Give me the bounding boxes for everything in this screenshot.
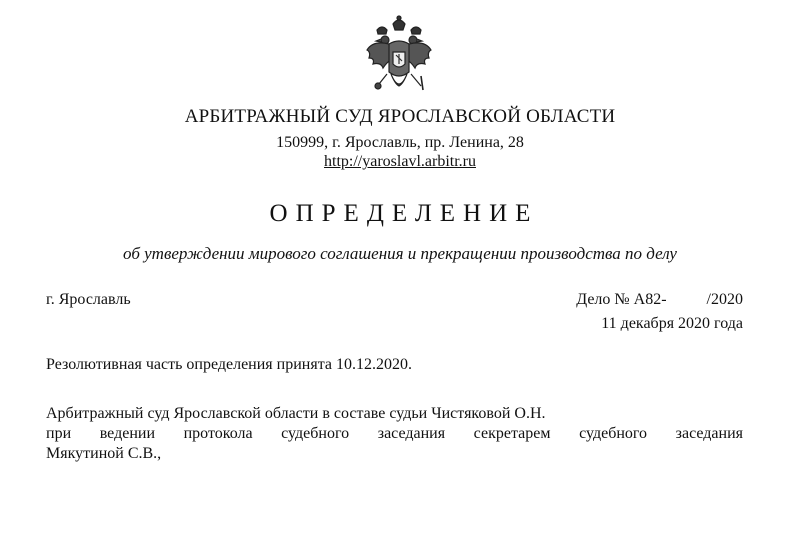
case-number: Дело № А82- /2020 [576,291,743,308]
paragraph-secretary: при ведении протокола судебного заседания секретарем судебного заседания [46,425,743,442]
paragraph-secretary-name: Мякутиной С.В., [46,445,162,462]
document-title: ОПРЕДЕЛЕНИЕ [269,200,539,227]
document-date: 11 декабря 2020 года [601,315,743,332]
paragraph-resolution: Резолютивная часть определения принята 10.12.2020. [46,356,412,373]
document-subtitle: об утверждении мирового соглашения и прекращении производства по делу [123,244,677,263]
city-label: г. Ярославль [46,291,131,308]
emblem-icon [363,14,435,100]
court-website [0,153,800,171]
court-address: 150999, г. Ярославль, пр. Ленина, 28 [276,134,524,151]
website-link[interactable]: http://yaroslavl.arbitr.ru [324,153,476,170]
court-name: АРБИТРАЖНЫЙ СУД ЯРОСЛАВСКОЙ ОБЛАСТИ [184,106,616,127]
paragraph-court-composition: Арбитражный суд Ярославской области в составе судьи Чистяковой О.Н. [46,405,546,422]
